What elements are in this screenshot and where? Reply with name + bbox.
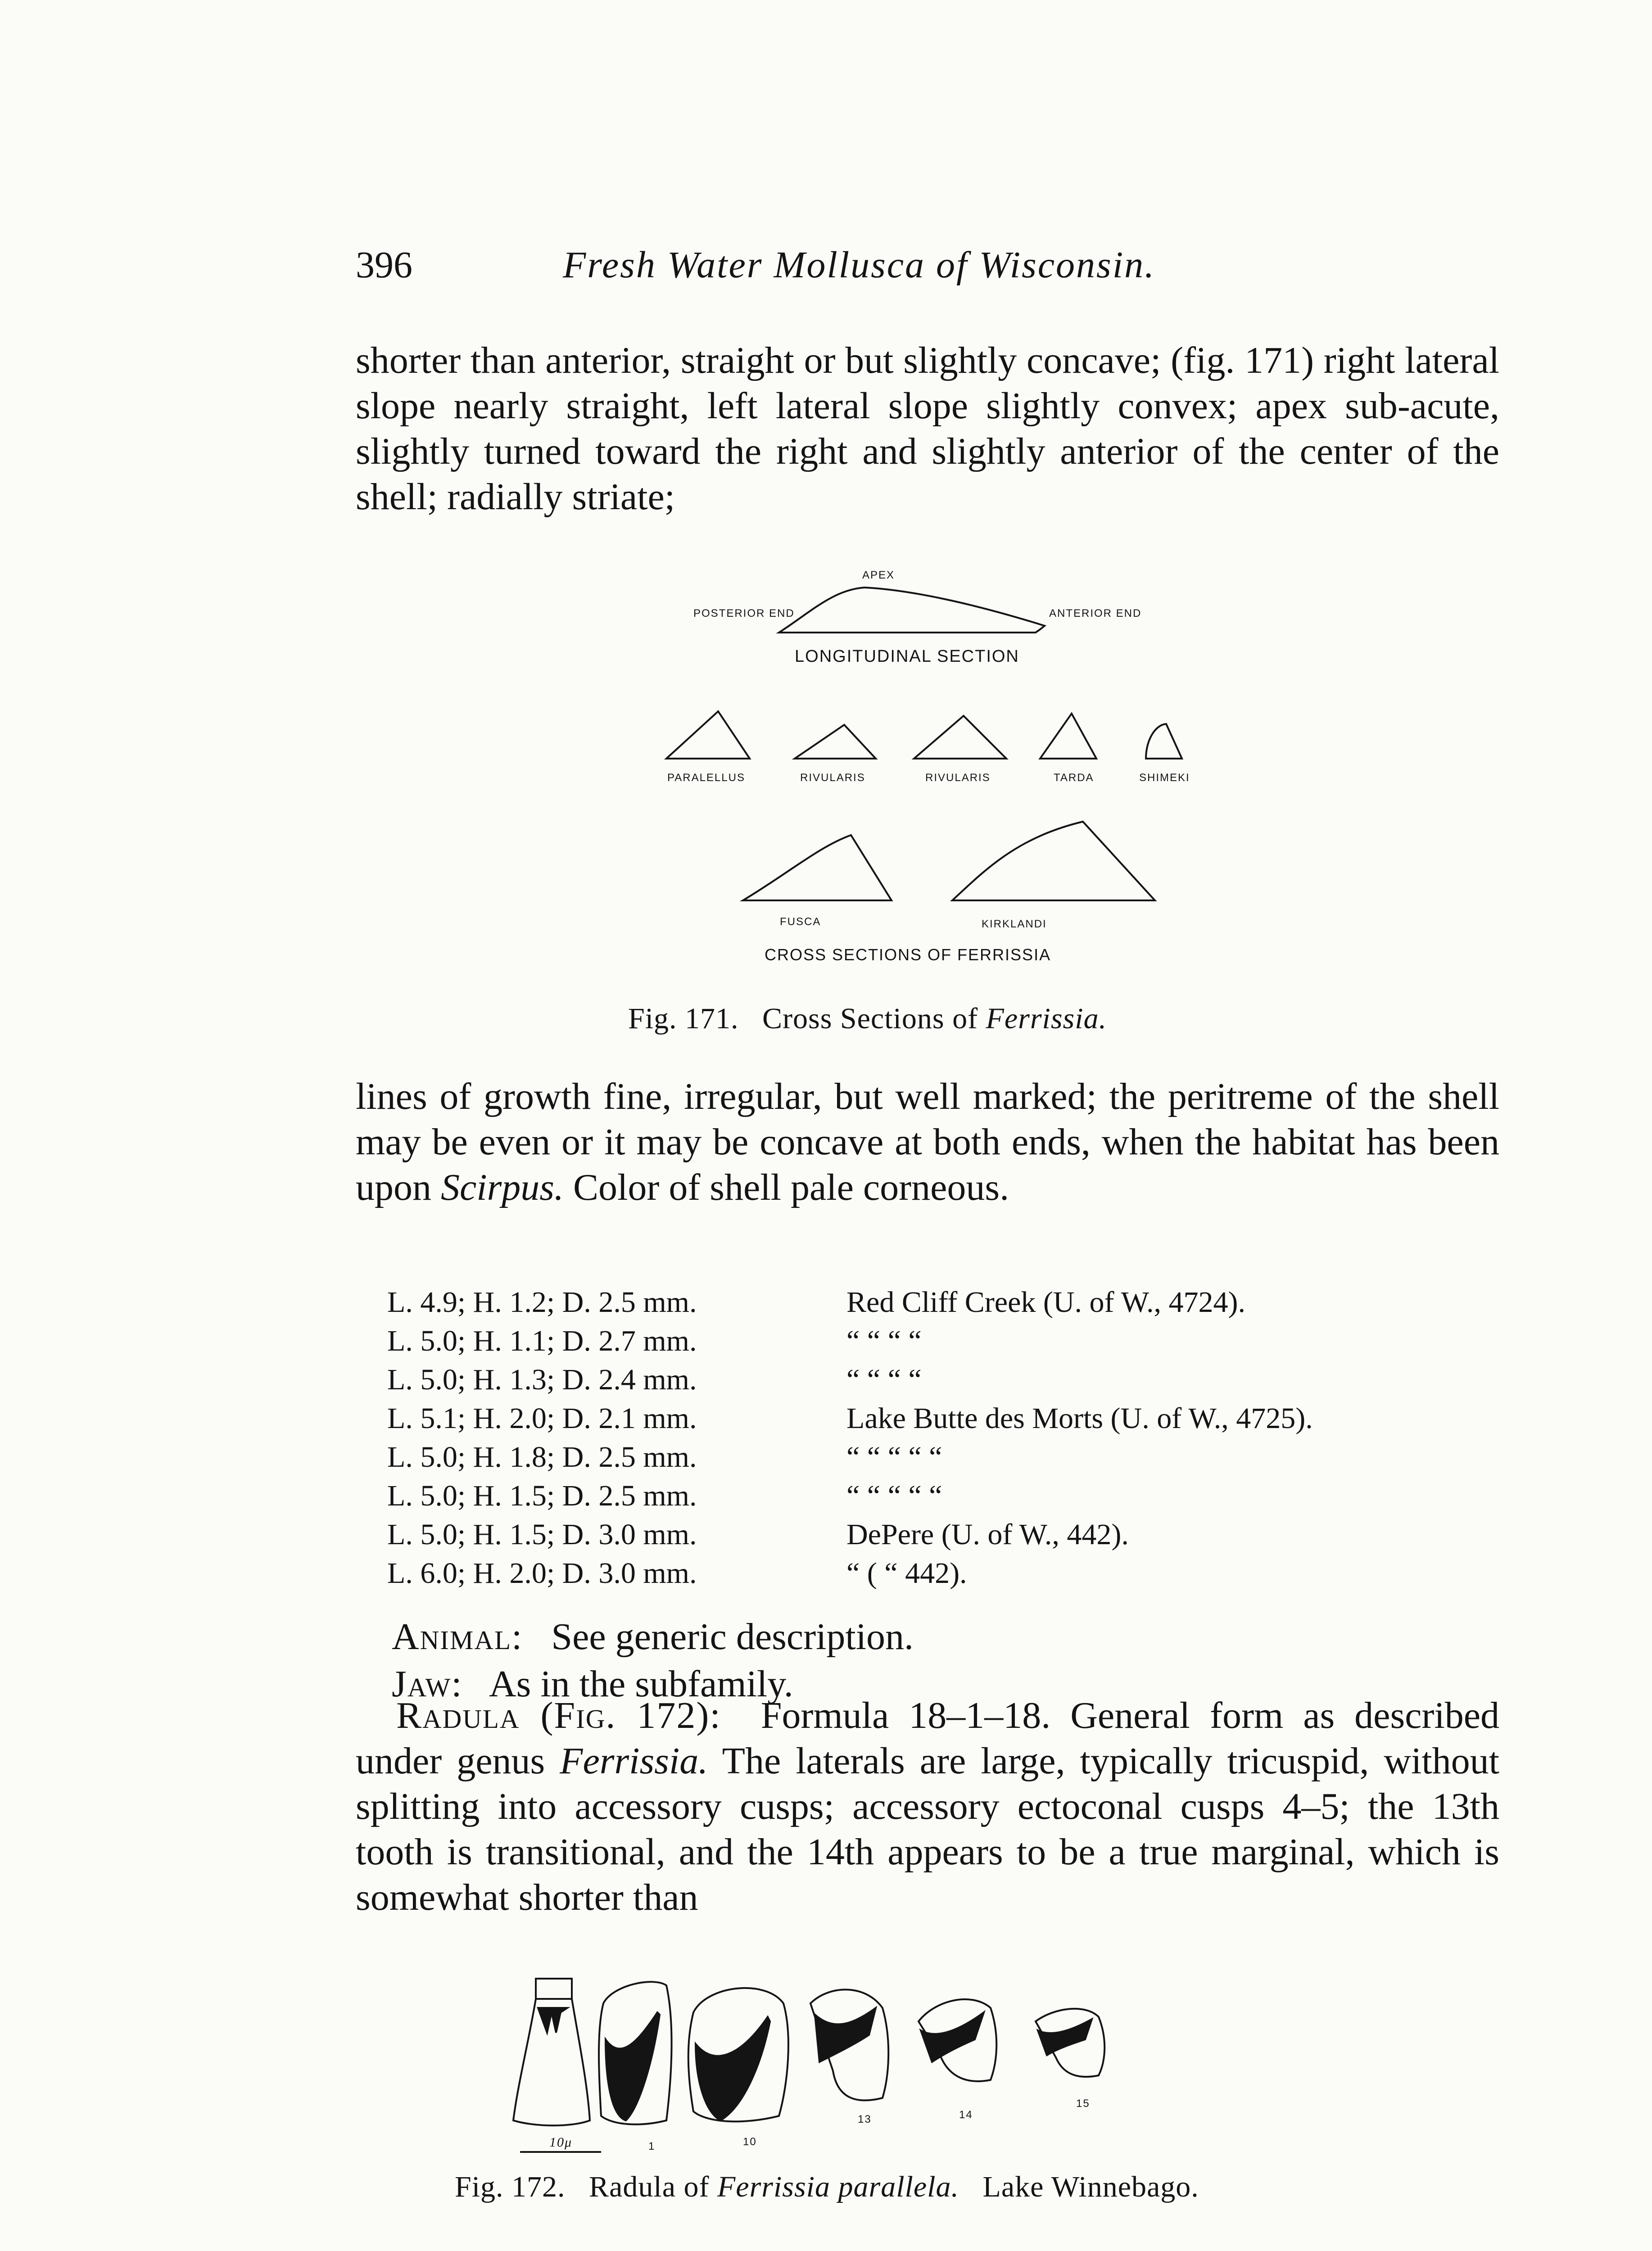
section-kirklandi — [952, 822, 1155, 900]
section-rivularis-2 — [914, 716, 1006, 759]
animal-text: See generic description. — [551, 1616, 914, 1658]
label-kirklandi: KIRKLANDI — [982, 918, 1047, 930]
section-fusca — [743, 835, 892, 900]
figure-172-caption — [455, 2170, 1199, 2204]
scale-bar-label: 10μ — [549, 2135, 573, 2150]
label-cross-sections-title: CROSS SECTIONS OF FERRISSIA — [765, 945, 1051, 964]
paragraph-shell-description: shorter than anterior, straight or but slightly concave; (fig. 171) right lateral slope nearly straight, left lateral slope slightly convex; apex sub-acute, slightly turned toward the right and slightly anterior of the center of the shell; radially striate; — [356, 339, 1499, 518]
measurement-dims: L. 5.1; H. 2.0; D. 2.1 mm. — [387, 1402, 697, 1435]
tooth-label-14: 14 — [959, 2109, 973, 2121]
measurement-locality: “ “ “ “ “ — [846, 1479, 942, 1512]
figure-172-caption-text: Radula of — [589, 2170, 710, 2203]
central-tooth — [513, 1979, 590, 2125]
measurement-dims: L. 5.0; H. 1.5; D. 2.5 mm. — [387, 1479, 697, 1512]
measurement-locality: “ “ “ “ — [846, 1363, 922, 1396]
label-fusca: FUSCA — [780, 916, 821, 928]
label-tarda: TARDA — [1054, 772, 1094, 784]
figure-171-caption-number: Fig. 171. — [628, 1002, 739, 1035]
table-row — [387, 1361, 1313, 1399]
section-shimeki — [1146, 724, 1182, 759]
figure-172-caption-number: Fig. 172. — [455, 2170, 566, 2203]
figure-171-caption — [628, 1002, 1107, 1036]
measurement-dims: L. 5.0; H. 1.1; D. 2.7 mm. — [387, 1324, 697, 1357]
figure-171-caption-genus: Ferrissia. — [986, 1002, 1107, 1035]
label-paralellus: PARALELLUS — [667, 772, 745, 784]
measurement-locality: “ ( “ 442). — [846, 1557, 967, 1590]
measurement-dims: L. 5.0; H. 1.3; D. 2.4 mm. — [387, 1363, 697, 1396]
figure-172-caption-species: Ferrissia parallela. — [717, 2170, 959, 2203]
figure-172 — [504, 1972, 1360, 2161]
tooth-label-10: 10 — [743, 2136, 757, 2148]
page-number: 396 — [356, 244, 412, 286]
figure-172-diagram — [504, 1972, 1360, 2161]
tooth-label-1: 1 — [648, 2140, 656, 2152]
table-row — [387, 1438, 1313, 1477]
running-header — [356, 243, 1499, 297]
figure-171-diagram — [621, 558, 1252, 977]
figure-171-caption-text: Cross Sections of — [762, 1002, 978, 1035]
measurement-locality: Red Cliff Creek (U. of W., 4724). — [846, 1286, 1246, 1319]
radula-label: Radula (Fig. 172): — [396, 1695, 721, 1736]
paragraph-growth-lines — [356, 1074, 1499, 1210]
paragraph-growth-lines-text: lines of growth fine, irregular, but well marked; the peritreme of the shell may be even or it may be concave at both ends, when the habitat has been upon — [356, 1076, 1499, 1208]
section-paralellus — [666, 711, 750, 759]
tooth-label-13: 13 — [858, 2113, 872, 2125]
figure-172-caption-locality: Lake Winnebago. — [982, 2170, 1199, 2203]
running-title: Fresh Water Mollusca of Wisconsin. — [563, 244, 1156, 286]
measurement-locality: DePere (U. of W., 442). — [846, 1518, 1129, 1551]
label-posterior-end: POSTERIOR END — [693, 607, 795, 619]
table-row — [387, 1322, 1313, 1361]
paragraph-growth-lines-genus: Scirpus. — [441, 1166, 564, 1208]
tooth-10 — [688, 1988, 788, 2121]
label-apex: APEX — [862, 569, 895, 581]
section-tarda — [1040, 714, 1096, 759]
tooth-label-15: 15 — [1076, 2097, 1090, 2110]
figure-171 — [621, 558, 1252, 977]
label-shimeki: SHIMEKI — [1139, 772, 1190, 784]
section-rivularis-1 — [795, 725, 876, 759]
table-row — [387, 1477, 1313, 1515]
label-rivularis-2: RIVULARIS — [925, 772, 991, 784]
label-anterior-end: ANTERIOR END — [1049, 607, 1142, 619]
longitudinal-section-outline — [779, 588, 1045, 633]
measurement-locality: “ “ “ “ — [846, 1324, 922, 1357]
measurement-dims: L. 5.0; H. 1.8; D. 2.5 mm. — [387, 1441, 697, 1474]
measurement-dims: L. 5.0; H. 1.5; D. 3.0 mm. — [387, 1518, 697, 1551]
table-row — [387, 1554, 1313, 1593]
label-longitudinal-section: LONGITUDINAL SECTION — [795, 647, 1019, 666]
animal-label: Animal: — [392, 1616, 523, 1658]
paragraph-growth-lines-color: Color of shell pale corneous. — [573, 1166, 1009, 1208]
radula-text-1: Formula 18–1–18. General form as described under genus — [356, 1695, 1500, 1782]
measurements-table — [387, 1283, 1313, 1593]
tooth-14 — [919, 1999, 996, 2081]
animal-line — [392, 1614, 1499, 1659]
tooth-1 — [599, 1982, 672, 2124]
radula-text-2: The laterals are large, typically tricuspid, without splitting into accessory cusps; accessory ectoconal cusps 4–5; the 13th tooth is transitional, and the 14th appears to be a true marginal, which is somewhat shorter than — [356, 1740, 1500, 1918]
table-row — [387, 1515, 1313, 1554]
jaw-text: As in the subfamily. — [489, 1663, 793, 1705]
label-rivularis-1: RIVULARIS — [800, 772, 865, 784]
measurement-dims: L. 6.0; H. 2.0; D. 3.0 mm. — [387, 1557, 697, 1590]
table-row — [387, 1399, 1313, 1438]
tooth-15 — [1036, 2009, 1104, 2077]
radula-paragraph — [356, 1693, 1499, 1920]
radula-genus: Ferrissia. — [560, 1740, 708, 1782]
table-row — [387, 1283, 1313, 1322]
measurement-locality: “ “ “ “ “ — [846, 1441, 942, 1474]
jaw-label: Jaw: — [392, 1663, 463, 1705]
measurement-dims: L. 4.9; H. 1.2; D. 2.5 mm. — [387, 1286, 697, 1319]
tooth-13 — [810, 1989, 888, 2100]
measurement-locality: Lake Butte des Morts (U. of W., 4725). — [846, 1402, 1313, 1435]
